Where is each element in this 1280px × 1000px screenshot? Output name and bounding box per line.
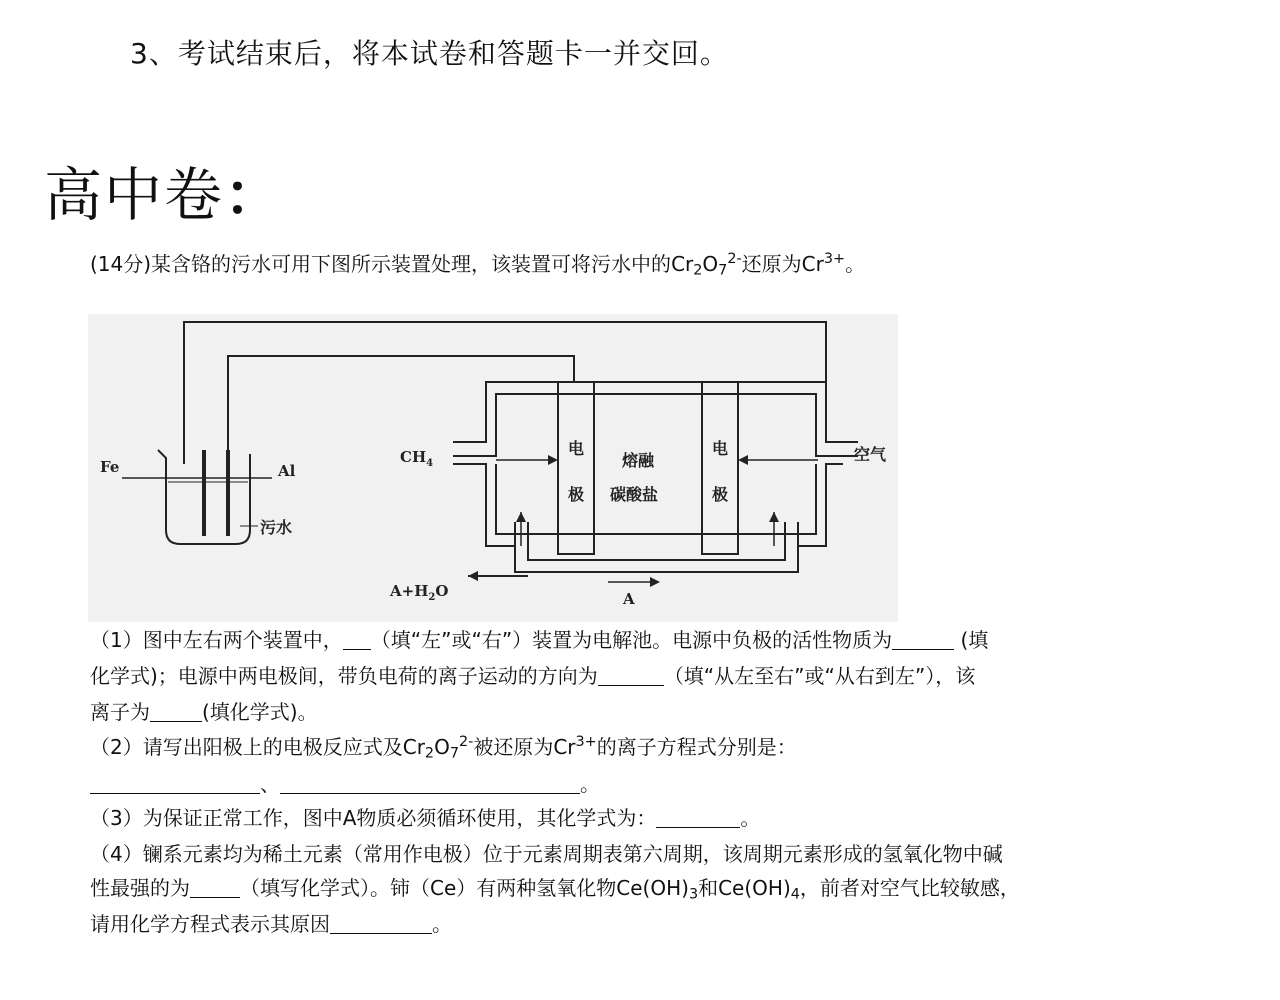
label-product: $A+H_2O$ [390, 582, 449, 603]
q2-sep: 、 [260, 772, 280, 796]
q4-blank-1[interactable] [190, 876, 240, 898]
q3-line [90, 800, 760, 836]
label-al: Al [278, 462, 296, 480]
label-air: 空气 [854, 445, 887, 464]
label-electrode-left-1: 电 [568, 439, 585, 458]
q1-line3 [90, 694, 318, 730]
q1-blank-4[interactable] [150, 700, 202, 722]
q2-blank-1[interactable] [90, 772, 260, 794]
q4-line3 [90, 906, 452, 942]
q2-sup2: 3+ [575, 734, 597, 751]
q4-line2-b: （填写化学式）。铈（Ce）有两种氢氧化物Ce(OH) [240, 876, 689, 900]
q4-blank-2[interactable] [330, 912, 432, 934]
q4-line2 [90, 870, 1020, 906]
intro-middle: 还原为 [741, 252, 802, 276]
intro-ion1-sub1: 2 [693, 262, 703, 279]
q2-text: （2）请写出阳极上的电极反应式及 [90, 735, 403, 759]
label-electrode-right-1: 电 [712, 439, 729, 458]
electrode-left [558, 382, 594, 554]
q2-text3: 的离子方程式分别是： [596, 735, 797, 759]
intro-ion1-sub2: 7 [718, 262, 728, 279]
q2-line2 [90, 766, 600, 802]
exam-instruction: 3、考试结束后，将本试卷和答题卡一并交回。 [130, 37, 729, 70]
q2-sup1: 2- [458, 734, 474, 751]
intro-ion2-sup: 3+ [823, 251, 846, 268]
q4-sub4: 4 [790, 886, 800, 903]
label-molten-2: 碳酸盐 [610, 485, 659, 504]
q4-line1: （4）镧系元素均为稀土元素（常用作电极）位于元素周期表第六周期，该周期元素形成的氢氧化物中碱 [90, 842, 1003, 866]
section-title-text: 高中卷 [44, 161, 225, 229]
q1-line1-c: (填 [954, 628, 989, 652]
label-electrode-right-2: 极 [712, 485, 729, 504]
q3-blank[interactable] [656, 806, 740, 828]
q2-ion1: Cr [402, 735, 425, 759]
q2-text2: 被还原为 [473, 735, 554, 759]
label-electrode-left-2: 极 [568, 485, 585, 504]
q2-end: 。 [580, 772, 600, 796]
label-molten-1: 熔融 [622, 451, 655, 470]
q1-line2-b: （填“从左至右”或“从右到左”），该 [663, 664, 976, 688]
q2-line1 [90, 729, 797, 765]
q1-line1-b: （填“左”或“右”）装置为电解池。电源中负极的活性物质为 [370, 628, 893, 652]
cell-top-left [453, 382, 858, 442]
q3-end: 。 [740, 806, 761, 830]
arrow-a-product [468, 571, 478, 581]
q4-line3-a: 请用化学方程式表示其原因 [90, 912, 330, 936]
q1-line3-b: (填化学式)。 [202, 700, 318, 724]
q2-mid: O [434, 735, 450, 759]
q3-text: （3）为保证正常工作，图中A物质必须循环使用，其化学式为： [90, 806, 657, 830]
q1-line2 [90, 658, 975, 694]
q2-ion2: Cr [553, 735, 576, 759]
q4-sub3: 3 [688, 886, 699, 903]
q1-line1 [90, 622, 988, 658]
intro-prefix: (14分)某含铬的污水可用下图所示装置处理，该装置可将污水中的 [90, 252, 672, 276]
q4-line2-a: 性最强的为 [90, 876, 190, 900]
label-wastewater: 污水 [260, 518, 293, 537]
cell-top-inner [453, 394, 858, 456]
arrow-air [738, 455, 748, 465]
q1-line2-a: 化学式)；电源中两电极间，带负电荷的离子运动的方向为 [90, 664, 598, 688]
q1-blank-1[interactable] [343, 628, 371, 650]
q1-line1-a: （1）图中左右两个装置中， [90, 628, 343, 652]
q1-blank-2[interactable] [892, 628, 954, 650]
q4-line2-d: ，前者对空气比较敏感， [799, 876, 1020, 900]
label-ch4: $CH_4$ [400, 448, 434, 469]
label-a: A [623, 590, 635, 608]
question-intro [90, 248, 865, 277]
intro-ion1-mid: O [702, 252, 719, 276]
q4-line2-c: 和Ce(OH) [698, 876, 791, 900]
apparatus-svg [88, 314, 898, 622]
q1-line3-a: 离子为 [90, 700, 150, 724]
intro-suffix: 。 [845, 252, 866, 276]
q4-line3-b: 。 [432, 912, 452, 936]
section-title [44, 148, 284, 232]
intro-ion1-sup: 2- [727, 251, 742, 268]
electrode-right [702, 382, 738, 554]
q2-blank-2[interactable] [280, 772, 580, 794]
apparatus-diagram [88, 314, 898, 622]
section-title-colon: ： [224, 161, 285, 229]
q1-blank-3[interactable] [598, 664, 664, 686]
label-fe: Fe [100, 458, 120, 476]
q2-sub1: 2 [424, 745, 435, 762]
intro-ion2: Cr [801, 252, 824, 276]
intro-ion1: Cr [671, 252, 694, 276]
q2-sub2: 7 [449, 745, 459, 762]
